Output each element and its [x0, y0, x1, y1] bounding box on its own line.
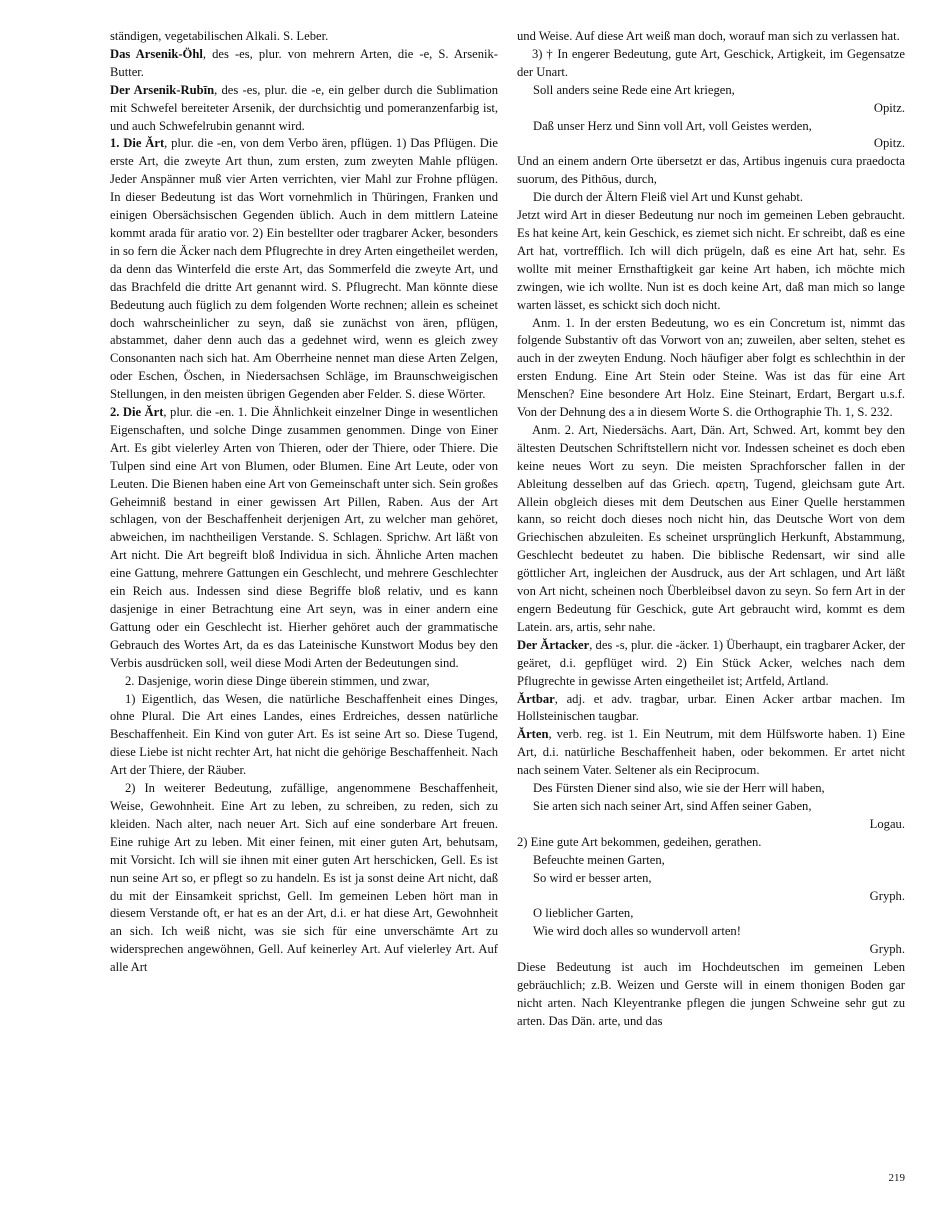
paragraph	[517, 28, 905, 46]
entry-text: , des -es, plur. die -e, ein gelber durch die Sublimation mit Schwefel bereiteter Arsenik, der durchsichtig und pomeranzenfarbig ist, und auch Schwefelrubin genannt wird.	[110, 82, 498, 133]
dictionary-entry	[110, 46, 498, 82]
paragraph	[110, 691, 498, 781]
dictionary-entry	[517, 637, 905, 691]
entry-text: 2. Dasjenige, worin diese Dinge überein stimmen, und zwar,	[125, 673, 430, 688]
dictionary-entry	[110, 404, 498, 673]
attribution	[517, 888, 905, 906]
entry-text: , des -es, plur. von mehrern Arten, die -e, S. Arsenik-Butter.	[110, 46, 498, 79]
dictionary-entry	[110, 82, 498, 136]
entry-text: Befeuchte meinen Garten,	[533, 852, 665, 867]
verse-line	[517, 82, 905, 100]
entry-text: 2) In weiterer Bedeutung, zufällige, angenommene Beschaffenheit, Weise, Gewohnheit. Eine Art zu leben, zu schreiben, zu reden, sich zu kleiden. Nach alter, nach neuer Art. Sich auf eine sonderbare Art freuen. Eine ruhige Art zu leben. Mit einer feinen, mit einer guten Art, behutsam, mit Vorsicht. Ich will sie ihnen mit einer guten Art herschicken, Gell. Es ist nun seine Art so, er pflegt so zu handeln. Es ist ja sonst deine Art nicht, daß du mit der Einsamkeit sprichst, Gell. Im gemeinen Leben hört man in diesem Verstande oft, er hat es an der Art, d.i. er hat diese Art, Gewohnheit an sich. Ich weiß nicht, was sie sich für eine unverschämte Art zu widersprechen angewöhnen, Gell. Auf keinerley Art. Auf vielerley Art. Auf alle Art	[110, 781, 498, 975]
entry-text: Opitz.	[873, 136, 905, 151]
dictionary-entry	[517, 726, 905, 780]
verse-line	[517, 870, 905, 888]
entry-text: 3) † In engerer Bedeutung, gute Art, Geschick, Artigkeit, im Gegensatze der Unart.	[517, 46, 905, 79]
paragraph	[110, 780, 498, 977]
entry-headword: Ărtbar	[517, 691, 555, 706]
entry-text: O lieblicher Garten,	[533, 906, 634, 921]
verse-line	[517, 905, 905, 923]
verse-line	[517, 923, 905, 941]
entry-text: , plur. die -en. 1. Die Ähnlichkeit einzelner Dinge in wesentlichen Eigenschaften, und solche Dinge zusammen genommen. Dinge von Einer Art. Es gibt vielerley Arten von Thieren, oder der Thiere, oder Thiere. Die Tulpen sind eine Art von Blumen, oder Blumen. Eine Art Leute, oder von Leuten. Die Bienen haben eine Art von Gemeinschaft unter sich. Sein großes Geheimniß bestand in einer gewissen Art Pillen, Raben. Aus der Art schlagen, von der Beschaffenheit derjenigen Art, zu welcher man gehöret, abweichen, im nachtheiligen Verstande. S. Schlagen. Sprichw. Art läßt von Art nicht. Die Art begreift bloß Individua in sich. Ähnliche Arten machen eine Gattung, mehrere Gattungen ein Geschlecht, und mehrere Geschlechter ein Reich aus. Indessen sind diese Begriffe bloß relativ, und es kann dasjenige in einer Betrachtung eine Art seyn, was in einer andern eine Gattung oder ein Geschlecht ist. Hierher gehöret auch der grammatische Gebrauch des Wortes Art, da es das Lateinische Kunstwort Modus bey den Verbis ausdrücken soll, weil diese Modi Arten der Bedeutungen sind.	[110, 405, 498, 670]
entry-text: 1) Eigentlich, das Wesen, die natürliche Beschaffenheit eines Dinges, ohne Plural. Die Art eines Landes, eines Erdreiches, dessen natürliche Beschaffenheit. Ein Kind von guter Art. Es ist seine Art so. Diese Tugend, diese Liebe ist nicht rechter Art, hat nicht die gehörige Beschaffenheit. Nach Art der Thiere, der Räuber.	[110, 691, 498, 778]
paragraph	[517, 422, 905, 637]
entry-text: Opitz.	[873, 100, 905, 115]
entry-text: und Weise. Auf diese Art weiß man doch, worauf man sich zu verlassen hat.	[517, 29, 900, 43]
entry-headword: Ărten	[517, 727, 549, 742]
entry-headword: 1. Die Ărt	[110, 136, 165, 151]
entry-text: Sie arten sich nach seiner Art, sind Affen seiner Gaben,	[533, 798, 812, 813]
entry-text: Soll anders seine Rede eine Art kriegen,	[533, 82, 735, 97]
verse-line	[517, 189, 905, 207]
entry-text: Des Fürsten Diener sind also, wie sie der Herr will haben,	[533, 781, 825, 796]
paragraph	[110, 673, 498, 691]
entry-text: Daß unser Herz und Sinn voll Art, voll Geistes werden,	[533, 118, 812, 133]
attribution	[517, 816, 905, 834]
paragraph	[110, 28, 498, 46]
paragraph	[517, 959, 905, 1031]
paragraph	[517, 46, 905, 82]
entry-text: Diese Bedeutung ist auch im Hochdeutschen im gemeinen Leben gebräuchlich; z.B. Weizen und Gerste will in einem thonigen Boden gar nicht arten. Nach Kleyentranke pflegen die jungen Schweine sehr gut zu arten. Das Dän. arte, und das	[517, 960, 905, 1028]
page-number: 219	[888, 1172, 905, 1184]
dictionary-entry	[517, 691, 905, 727]
paragraph	[517, 207, 905, 314]
entry-text: , verb. reg. ist 1. Ein Neutrum, mit dem Hülfsworte haben. 1) Eine Art, d.i. natürliche Beschaffenheit haben, oder bekommen. Er artet nicht nach seinem Vater. Seltener als ein Reciprocum.	[517, 727, 905, 778]
entry-text: , adj. et adv. tragbar, urbar. Einen Acker artbar machen. Im Hollsteinischen taugbar.	[517, 691, 905, 724]
attribution	[517, 941, 905, 959]
entry-text: Die durch der Ältern Fleiß viel Art und Kunst gehabt.	[533, 190, 804, 205]
verse-line	[517, 118, 905, 136]
entry-text: Wie wird doch alles so wundervoll arten!	[533, 924, 741, 939]
verse-line	[517, 798, 905, 816]
entry-headword: Der Arsenik-Rubīn	[110, 82, 215, 97]
attribution	[517, 135, 905, 153]
paragraph	[517, 315, 905, 422]
entry-text: Gryph.	[869, 942, 905, 957]
entry-text: So wird er besser arten,	[533, 870, 652, 885]
verse-line	[517, 780, 905, 798]
left-column	[110, 28, 498, 1188]
paragraph	[517, 834, 905, 852]
verse-line	[517, 852, 905, 870]
entry-text: Anm. 2. Art, Niedersächs. Aart, Dän. Art, Schwed. Art, kommt bey den ältesten Deutschen Schriftstellern nicht vor. Indessen scheinet es doch eben keine neues Wort zu seyn. Die meisten Sprachforscher fallen in der Ableitung desselben auf das Griech. αρετη, Tugend, gleichsam gute Art. Allein obgleich dieses mit dem Deutschen aus Einer Quelle herstammen kann, so reicht doch dieses noch nicht hin, das Deutsche Wort von dem Griechischen abzuleiten. Es scheinet ursprünglich Herkunft, Abstammung, Geschlecht bedeutet zu haben. Die biblische Redensart, wir sind alle göttlicher Art, ingleichen der Ausdruck, aus der Art schlagen, und Art läßt von Art nicht, scheinen noch Überbleibsel davon zu seyn. So fern Art in der engern Bedeutung für Geschick, gute Art gebraucht wird, kommt es dem Latein. ars, artis, sehr nahe.	[517, 422, 905, 634]
paragraph	[517, 153, 905, 189]
entry-text: Gryph.	[869, 888, 905, 903]
entry-text: Und an einem andern Orte übersetzt er das, Artibus ingenuis cura praedocta suorum, des Pithōus, durch,	[517, 154, 905, 187]
entry-text: Logau.	[869, 816, 905, 831]
entry-text: Anm. 1. In der ersten Bedeutung, wo es ein Concretum ist, nimmt das folgende Substantiv oft das Vorwort von an; zuweilen, aber selten, stehet es auch in der zweyten Endung. Noch häufiger aber folgt es schlechthin in der ersten Endung. Eine Art Stein oder Steine. Was ist das für eine Art Menschen? Eine besondere Art Holz. Eine Steinart, Erdart, Bergart u.s.f. Von der Dehnung des a in diesem Worte S. die Orthographie Th. 1, S. 232.	[517, 315, 905, 420]
entry-text: , plur. die -en, von dem Verbo ären, pflügen. 1) Das Pflügen. Die erste Art, die zweyte Art thun, zum ersten, zum zweyten Mahle pflügen. Jeder Anspänner muß vier Arten verrichten, vier Mahl zur Frohne pflügen. In dieser Bedeutung ist das Wort vornehmlich in Thüringen, Franken und einigen Obersächsischen Gegenden üblich. Auch in dem mittlern Lateine kommt arada für aratio vor. 2) Ein bestellter oder tragbarer Acker, besonders in so fern die Äcker nach dem Pflugrechte in drey Arten eingetheilet werden, da denn das Winterfeld die erste Art, das Sommerfeld die zweyte Art, und das Brachfeld die dritte Art genannt wird. S. Pflugrecht. Man könnte diese Bedeutung auch füglich zu dem folgenden Worte rechnen; allein es scheinet doch wahrscheinlicher zu seyn, daß sie zunächst von ären, pflügen, abstammet, daher denn auch das a gedehnet wird, wenn es gleich zwey Consonanten nach sich hat. Am Oberrheine nennet man diese Arten Zelgen, oder Eschen, Öschen, in Niedersachsen Schläge, im Braunschweigischen Stellungen, in den meisten übrigen Gegenden aber Felder. S. diese Wörter.	[110, 136, 498, 402]
entry-headword: 2. Die Ărt	[110, 405, 164, 420]
entry-headword: Das Arsenik-Öhl	[110, 46, 203, 61]
entry-text: 2) Eine gute Art bekommen, gedeihen, gerathen.	[517, 834, 762, 849]
entry-text: Jetzt wird Art in dieser Bedeutung nur noch im gemeinen Leben gebraucht. Es hat keine Art, kein Geschick, es ziemet sich nicht. Er schreibt, daß es eine Art hat, vortrefflich. Ich will dich prügeln, daß es eine Art hat, sehr. Es wollte mit meiner Ernsthaftigkeit gar keine Art haben, ich möchte mich zwingen, wie ich wollte. Nun ist es doch keine Art, daß man mich so lange warten lässet, es schickt sich doch nicht.	[517, 208, 905, 312]
right-column	[517, 28, 905, 1188]
attribution	[517, 100, 905, 118]
entry-text: ständigen, vegetabilischen Alkali. S. Leber.	[110, 29, 329, 43]
dictionary-entry	[110, 135, 498, 404]
entry-headword: Der Ărtacker	[517, 637, 590, 652]
entry-text: , des -s, plur. die -äcker. 1) Überhaupt, ein tragbarer Acker, der geäret, d.i. gepflüget wird. 2) Ein Stück Acker, welches nach dem Pflugrechte in gewisse Arten eingetheilet ist; Artfeld, Artland.	[517, 637, 905, 688]
